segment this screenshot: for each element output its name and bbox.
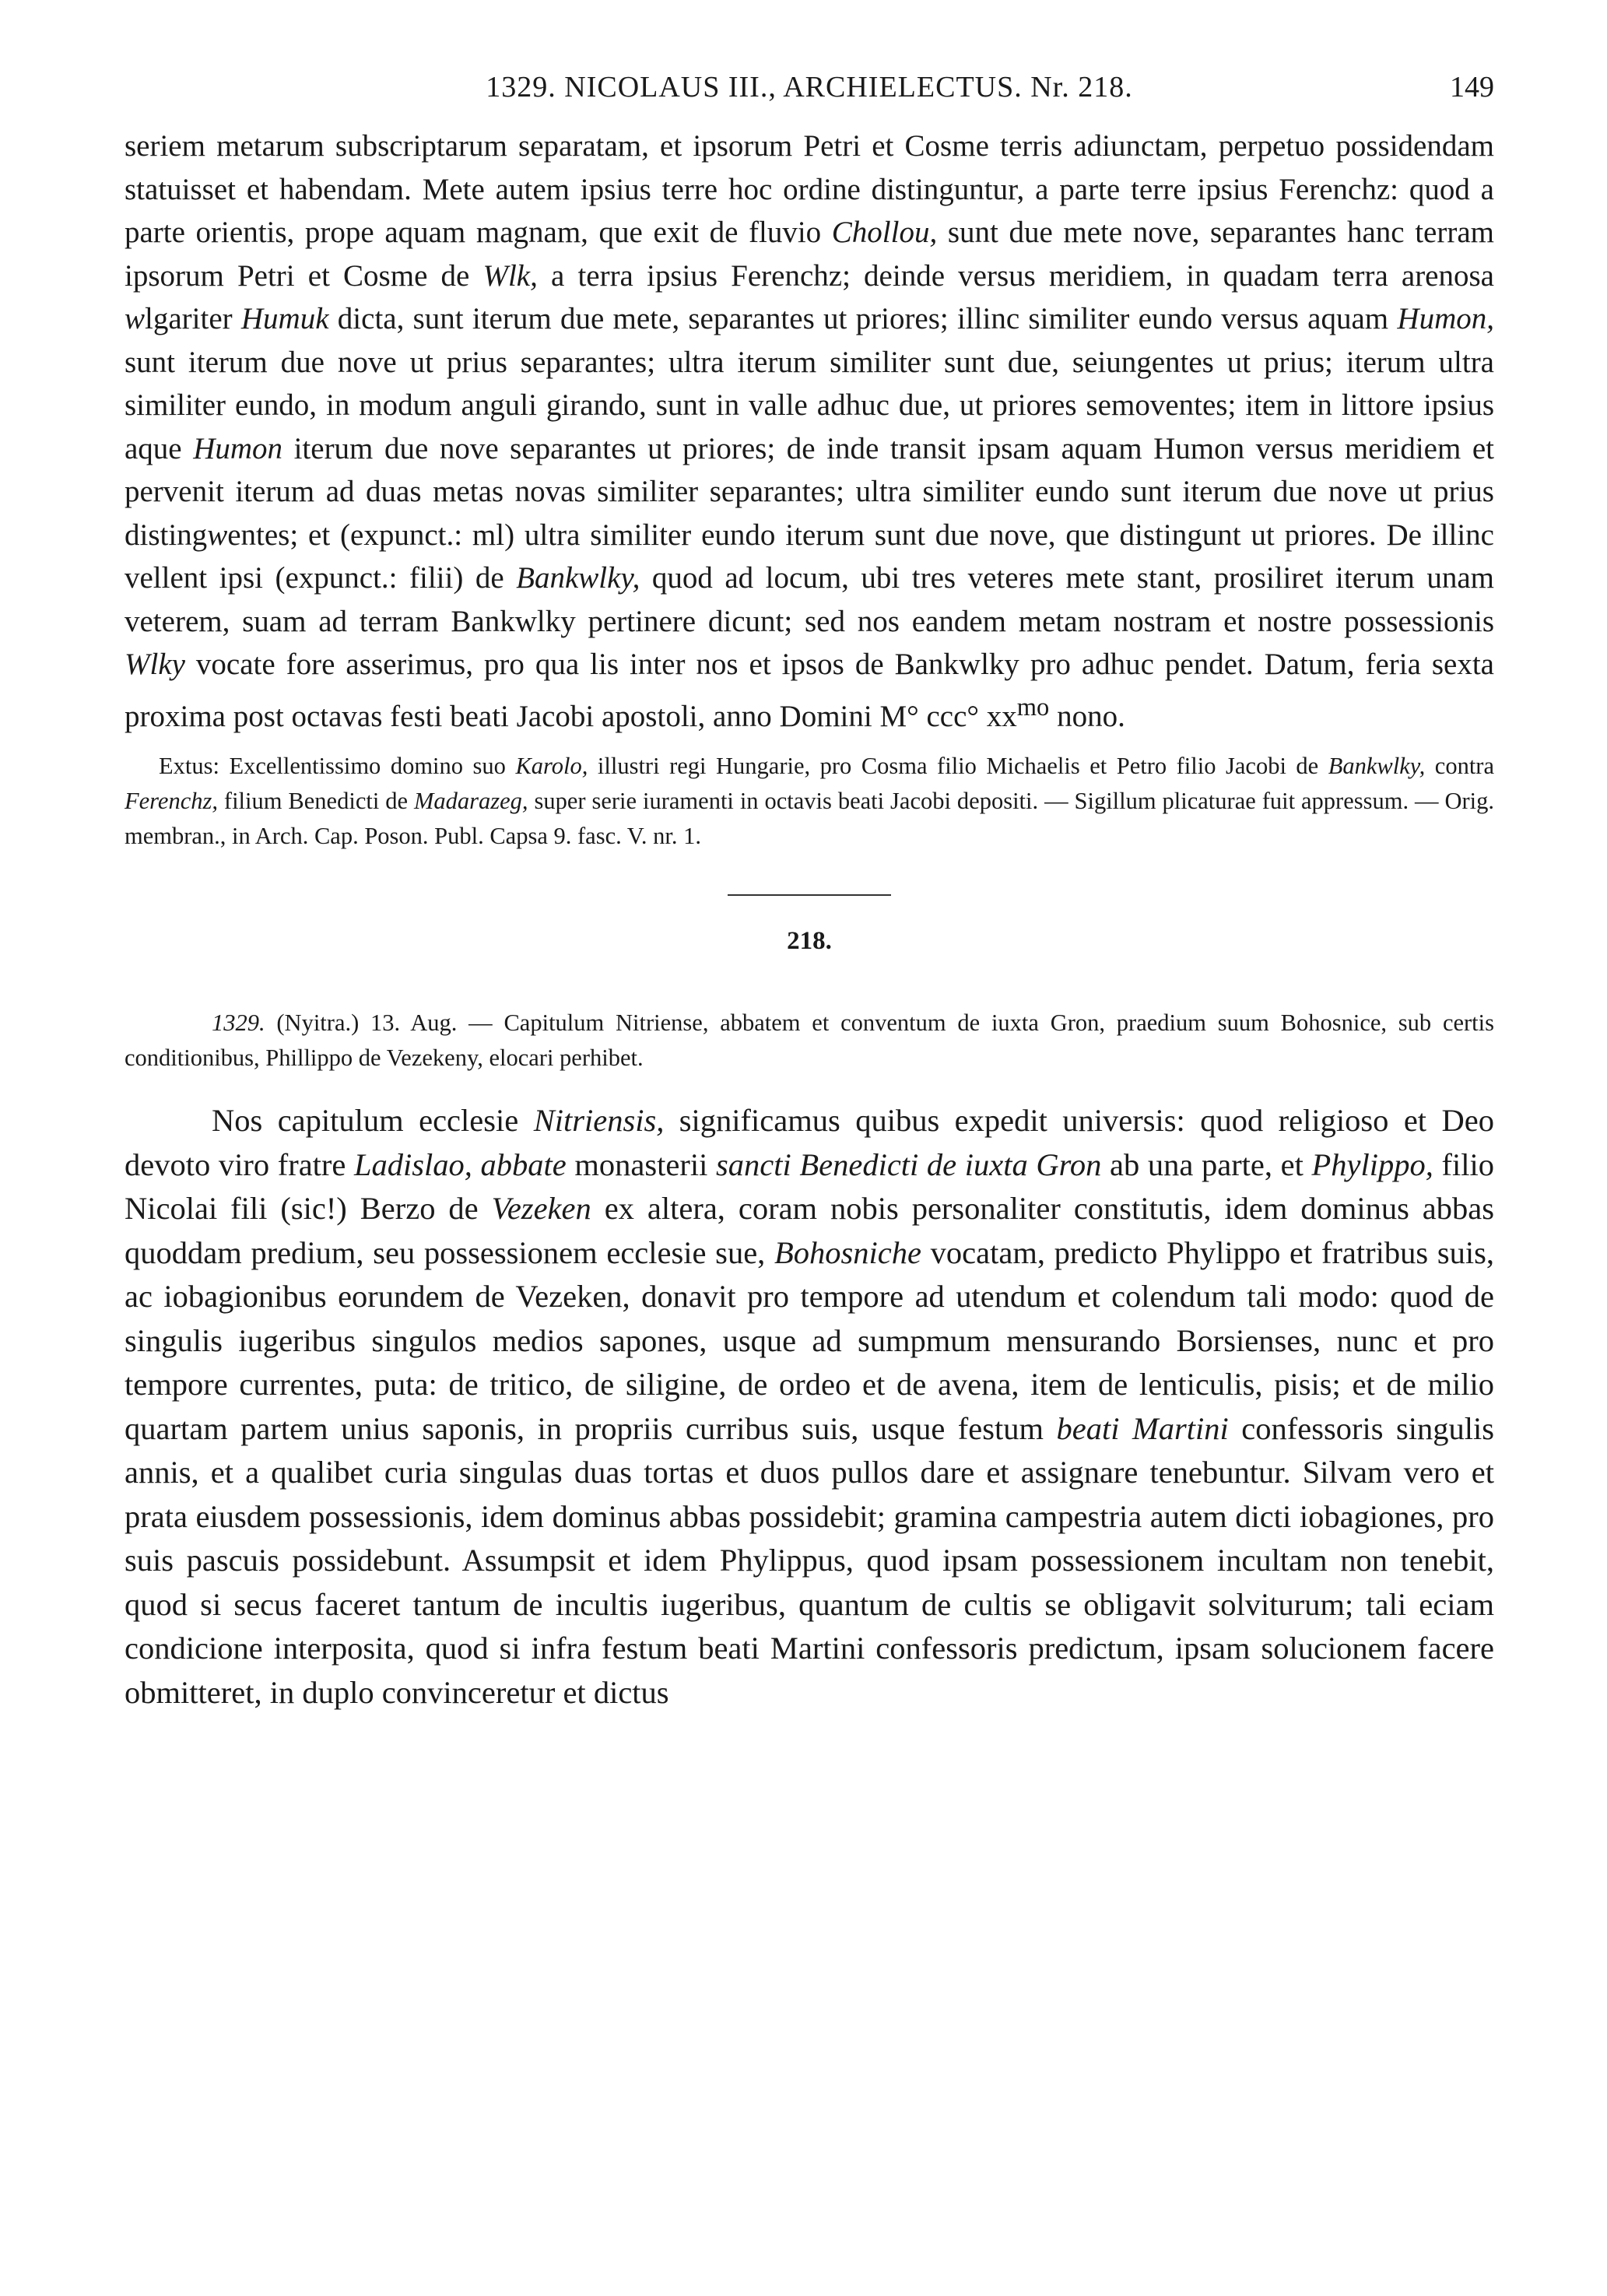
continuation-paragraph: seriem metarum subscriptarum separatam, et ipsorum Petri et Cosme terris adiunctam, perpetuo possidendam statuisset et habendam. Mete autem ipsius terre hoc ordine distinguntur, a parte terre ipsius Ferenchz: quod a parte orientis, prope aquam magnam, que exit de fluvio Chollou, sunt due mete nove, separantes hanc terram ipsorum Petri et Cosme de Wlk, a terra ipsius Ferenchz; deinde versus meridiem, in quadam terra arenosa wlgariter Humuk dicta, sunt iterum due mete, separantes ut priores; illinc similiter eundo versus aquam Humon, sunt iterum due nove ut prius separantes; ultra iterum similiter sunt due, seiungentes ut prius; iterum ultra similiter eundo, in modum anguli girando, sunt in valle adhuc due, ut priores semoventes; item in littore ipsius aque Humon iterum due nove separantes ut priores; de inde transit ipsam aquam Humon versus meridiem et pervenit iterum ad duas metas novas similiter separantes; ultra similiter eundo sunt iterum due nove ut prius distingwentes; et (expunct.: ml) ultra similiter eundo iterum sunt due nove, que distingunt ut priores. De illinc vellent ipsi (expunct.: filii) de Bankwlky, quod ad locum, ubi tres veteres mete stant, prosiliret iterum unam veterem, suam ad terram Bankwlky pertinere dicunt; sed nos eandem metam nostram et nostre possessionis Wlky vocate fore asserimus, pro qua lis inter nos et ipsos de Bankwlky pro adhuc pendet. Datum, feria sexta proxima post octavas festi beati Jacobi apostoli, anno Domini M° ccc° $xx^{mo}$ nono. — [125, 129, 1495, 733]
section-separator — [728, 894, 891, 896]
document-number: 218. — [787, 927, 832, 955]
archival-note: Extus: Excellentissimo domino suo Karolo, illustri regi Hungarie, pro Cosma filio Michaelis et Petro filio Jacobi de Bankwlky, contra Ferenchz, filium Benedicti de Madarazeg, super serie iuramenti in octavis beati Jacobi depositi. — Sigillum plicaturae fuit appressum. — Orig. membran., in Arch. Cap. Poson. Publ. Capsa 9. fasc. V. nr. 1. — [125, 753, 1494, 849]
running-header — [125, 70, 1494, 117]
page — [125, 70, 1494, 1715]
regest-year: 1329. — [212, 1009, 265, 1036]
document-regest: 1329. (Nyitra.) 13. Aug. — Capitulum Nitriense, abbatem et conventum de iuxta Gron, praedium suum Bohosnice, sub certis conditionibus, Phillippo de Vezekeny, elocari perhibet. — [125, 1009, 1494, 1071]
document-body: Nos capitulum ecclesie Nitriensis, significamus quibus expedit universis: quod religioso et Deo devoto viro fratre Ladislao, abbate monasterii sancti Benedicti de iuxta Gron ab una parte, et Phylippo, filio Nicolai fili (sic!) Berzo de Vezeken ex altera, coram nobis personaliter constitutis, idem dominus abbas quoddam predium, seu possessionem ecclesie sue, Bohosniche vocatam, predicto Phylippo et fratribus suis, ac iobagionibus eorundem de Vezeken, donavit pro tempore ad utendum et colendum tali modo: quod de singulis iugeribus singulos medios sapones, usque ad sumpmum mensurando Borsienses, nunc et pro tempore currentes, puta: de tritico, de siligine, de ordeo et de avena, item de lenticulis, pisis; et de milio quartam partem unius saponis, in propriis curribus suis, usque festum beati Martini confessoris singulis annis, et a qualibet curia singulas duas tortas et duos pullos dare et assignare tenebuntur. Silvam vero et prata eiusdem possessionis, idem dominus abbas possidebit; gramina campestria autem dicti iobagiones, pro suis pascuis possidebunt. Assumpsit et idem Phylippus, quod ipsam possessionem incultam non tenebit, quod si secus faceret tantum de incultis iugeribus, quantum de cultis se obligavit solviturum; tali eciam condicione interposita, quod si infra festum beati Martini confessoris predictum, ipsam solucionem facere obmitteret, in duplo convinceretur et dictus — [125, 1103, 1495, 1710]
running-title: 1329. NICOLAUS III., ARCHIELECTUS. Nr. 218. — [486, 71, 1133, 104]
page-number: 149 — [1450, 71, 1494, 104]
